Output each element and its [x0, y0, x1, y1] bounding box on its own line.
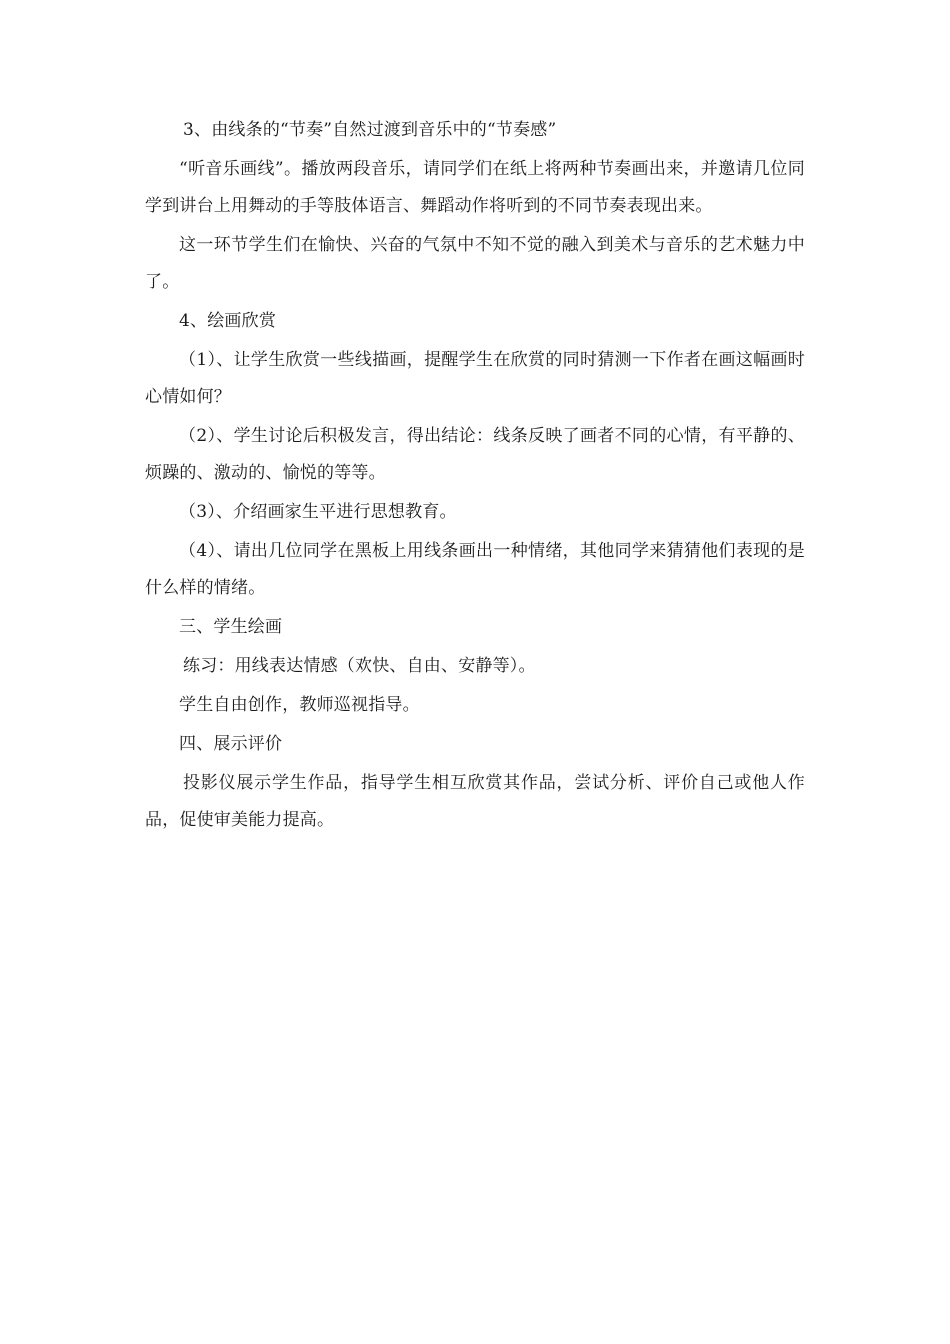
paragraph-item-4: （4）、请出几位同学在黑板上用线条画出一种情绪，其他同学来猜猜他们表现的是什么样的情绪。: [145, 541, 805, 598]
paragraph-section-3-heading: 3、由线条的“节奏”自然过渡到音乐中的“节奏感”: [183, 120, 557, 140]
paragraph-item-2: （2）、学生讨论后积极发言，得出结论：线条反映了画者不同的心情，有平静的、烦躁的、激动的、愉悦的等等。: [145, 426, 805, 483]
paragraph-practice: 练习：用线表达情感（欢快、自由、安静等）。: [183, 656, 536, 676]
paragraph-part-3-heading: 三、学生绘画: [179, 617, 283, 637]
paragraph-listen-music-draw-lines: “听音乐画线”。播放两段音乐，请同学们在纸上将两种节奏画出来，并邀请几位同学到讲台上用舞动的手等肢体语言、舞蹈动作将听到的不同节奏表现出来。: [145, 159, 805, 216]
paragraph-free-creation: 学生自由创作，教师巡视指导。: [179, 695, 420, 715]
document-page: [145, 112, 805, 841]
paragraph-part-4-heading: 四、展示评价: [179, 734, 283, 754]
paragraph-projection-review: 投影仪展示学生作品，指导学生相互欣赏其作品，尝试分析、评价自己或他人作品，促使审美能力提高。: [145, 773, 805, 830]
paragraph-section-4-heading: 4、绘画欣赏: [179, 311, 277, 331]
paragraph-section-3-summary: 这一环节学生们在愉快、兴奋的气氛中不知不觉的融入到美术与音乐的艺术魅力中了。: [145, 235, 805, 292]
paragraph-item-1: （1）、让学生欣赏一些线描画，提醒学生在欣赏的同时猜测一下作者在画这幅画时心情如何？: [145, 350, 805, 407]
paragraph-item-3: （3）、介绍画家生平进行思想教育。: [179, 502, 457, 522]
